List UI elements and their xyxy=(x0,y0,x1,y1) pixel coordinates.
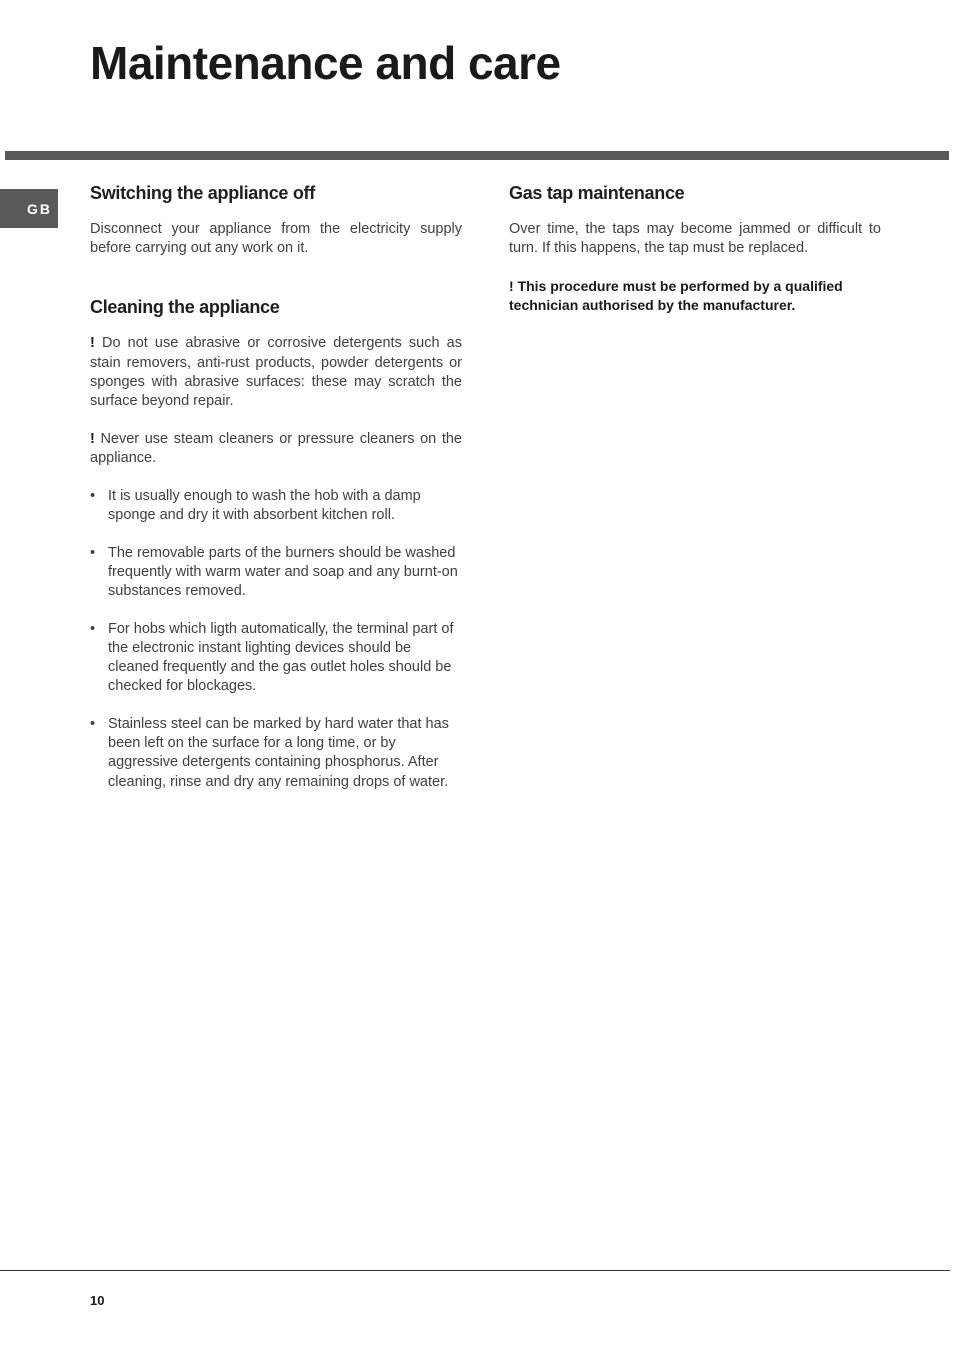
section-switching-off xyxy=(90,180,462,258)
list-item: • Stainless steel can be marked by hard water that has been left on the surface for a long time, or by aggressive detergents containing phosphorus. After cleaning, rinse and dry any remaining drops of water. xyxy=(90,715,449,790)
gas-tap-text: Over time, the taps may become jammed or difficult to turn. If this happens, the tap must be replaced. xyxy=(509,221,881,257)
warning-mark-icon: ! xyxy=(509,277,514,294)
section-heading-switching-off: Switching the appliance off xyxy=(90,183,315,203)
cleaning-warning-1 xyxy=(90,334,462,411)
warning-mark-icon: ! xyxy=(90,430,95,447)
list-item: • It is usually enough to wash the hob with a damp sponge and dry it with absorbent kitchen roll. xyxy=(90,487,421,523)
list-item: • For hobs which ligth automatically, the terminal part of the electronic instant lighting devices should be cleaned frequently and the gas outlet holes should be checked for blockages. xyxy=(90,620,454,695)
language-tab: GB xyxy=(0,189,58,228)
bullet-icon: • xyxy=(90,487,96,504)
cleaning-warning-2 xyxy=(90,430,462,468)
cleaning-warning-1-text: Do not use abrasive or corrosive detergents such as stain removers, anti-rust products, powder detergents or sponges with abrasive surfaces: these may scratch the surface beyond repair. xyxy=(90,335,462,410)
bullet-icon: • xyxy=(90,715,96,732)
list-item: • The removable parts of the burners should be washed frequently with warm water and soap and any burnt-on substances removed. xyxy=(90,544,458,599)
bullet-icon: • xyxy=(90,620,96,637)
section-heading-cleaning: Cleaning the appliance xyxy=(90,297,280,318)
cleaning-bullet-list xyxy=(90,487,462,792)
bullet-icon: • xyxy=(90,544,96,561)
cleaning-warning-2-text: Never use steam cleaners or pressure cleaners on the appliance. xyxy=(90,430,462,466)
section-heading-gas-tap: Gas tap maintenance xyxy=(509,183,685,203)
page-number: 10 xyxy=(90,1293,105,1308)
page-title: Maintenance and care xyxy=(90,37,561,89)
right-column xyxy=(509,180,881,315)
header-divider-bar xyxy=(5,151,949,160)
footer-divider xyxy=(0,1270,950,1271)
gas-tap-warning-text: This procedure must be performed by a qualified technician authorised by the manufacturer. xyxy=(509,277,843,314)
left-column xyxy=(90,180,462,810)
warning-mark-icon: ! xyxy=(90,335,95,352)
gas-tap-warning xyxy=(509,277,881,315)
switching-off-text: Disconnect your appliance from the electricity supply before carrying out any work on it. xyxy=(90,221,462,257)
section-gas-tap xyxy=(509,180,881,315)
section-cleaning xyxy=(90,294,462,791)
